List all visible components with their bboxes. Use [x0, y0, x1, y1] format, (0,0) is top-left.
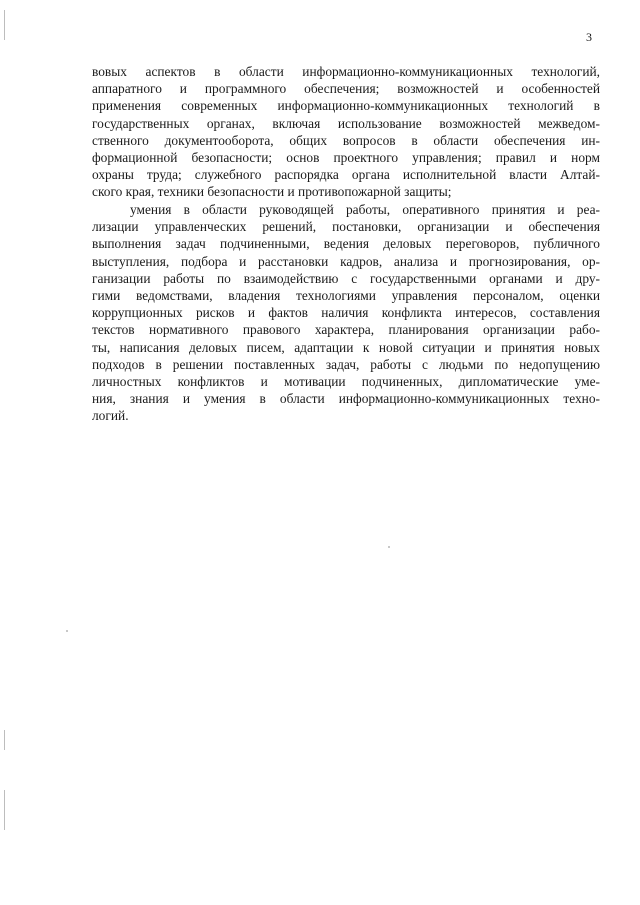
text-line: логий.: [92, 408, 129, 424]
text-line: выполнения задач подчиненными, ведения деловых переговоров, публичного: [92, 236, 600, 252]
text-line: ственного документооборота, общих вопросов в области обеспечения ин-: [92, 132, 600, 148]
text-line: коррупционных рисков и фактов наличия конфликта интересов, составления: [92, 305, 600, 321]
scan-artifact: [388, 546, 390, 548]
text-line: формационной безопасности; основ проектного управления; правил и норм: [92, 150, 600, 166]
text-line: государственных органах, включая использование возможностей межведом-: [92, 115, 600, 131]
scan-artifact: [4, 10, 5, 40]
text-line: личностных конфликтов и мотивации подчиненных, дипломатические уме-: [92, 374, 600, 390]
text-line: гими ведомствами, владения технологиями управления персоналом, оценки: [92, 288, 600, 304]
text-line: умения в области руководящей работы, оперативного принятия и реа-: [130, 202, 600, 217]
text-line: ского края, техники безопасности и противопожарной защиты;: [92, 184, 452, 200]
text-line: подходов в решении поставленных задач, работы с людьми по недопущению: [92, 356, 600, 372]
text-line: охраны труда; служебного распорядка органа исполнительной власти Алтай-: [92, 167, 600, 183]
scan-artifact: [4, 790, 5, 830]
text-line: ты, написания деловых писем, адаптации к новой ситуации и принятия новых: [92, 339, 600, 355]
scan-artifact: [66, 630, 68, 632]
paragraph-skills: [92, 201, 600, 425]
paragraph-knowledge: [92, 63, 600, 201]
text-line: аппаратного и программного обеспечения; возможностей и особенностей: [92, 81, 600, 97]
text-line: ния, знания и умения в области информационно-коммуникационных техно-: [92, 391, 600, 407]
text-line: ганизации работы по взаимодействию с государственными органами и дру-: [92, 270, 600, 286]
page-number: 3: [586, 30, 592, 44]
text-line: выступления, подбора и расстановки кадров, анализа и прогнозирования, ор-: [92, 253, 600, 269]
text-line: текстов нормативного правового характера, планирования организации рабо-: [92, 322, 600, 338]
text-line: лизации управленческих решений, постановки, организации и обеспечения: [92, 219, 600, 235]
scan-artifact: [4, 730, 5, 750]
text-line: применения современных информационно-коммуникационных технологий в: [92, 98, 600, 114]
text-line: вовых аспектов в области информационно-коммуникационных технологий,: [92, 64, 600, 79]
